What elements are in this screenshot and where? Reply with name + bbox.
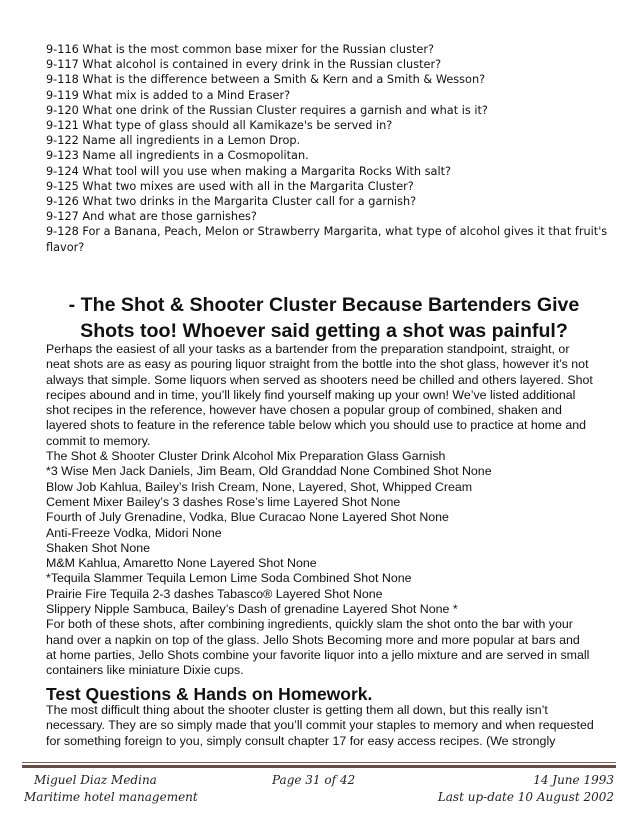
question-line: 9-128 For a Banana, Peach, Melon or Strawberry Margarita, what type of alcohol gives it that fruit's [46,225,608,239]
body-line: at home parties, Jello Shots combine your favorite liquor into a jello mixture and are served in small [46,647,590,662]
recipe-line: *3 Wise Men Jack Daniels, Jim Beam, Old Granddad None Combined Shot None [46,464,492,479]
question-line: flavor? [46,240,85,254]
footer-divider-thin [22,762,616,763]
recipe-line: *Tequila Slammer Tequila Lemon Lime Soda Combined Shot None [46,571,412,586]
recipe-line: Fourth of July Grenadine, Vodka, Blue Curacao None Layered Shot None [46,510,449,525]
footer-organization: Maritime hotel management [24,790,198,804]
question-line: 9-123 Name all ingredients in a Cosmopolitan. [46,149,309,163]
footer-author: Miguel Diaz Medina [34,773,157,787]
question-line: 9-119 What mix is added to a Mind Eraser? [46,88,291,102]
body-line: necessary. They are so simply made that you’ll commit your staples to memory and when requested [46,718,594,733]
recipe-line: Cement Mixer Bailey’s 3 dashes Rose’s lime Layered Shot None [46,494,401,509]
footer-date: 14 June 1993 [533,773,614,787]
recipe-line: Prairie Fire Tequila 2-3 dashes Tabasco® Layered Shot None [46,586,383,601]
question-line: 9-127 And what are those garnishes? [46,210,257,224]
question-line: 9-125 What two mixes are used with all in the Margarita Cluster? [46,179,414,193]
recipe-line: Shaken Shot None [46,540,151,555]
recipe-line: Blow Job Kahlua, Bailey’s Irish Cream, None, Layered, Shot, Whipped Cream [46,479,473,494]
body-line: Perhaps the easiest of all your tasks as a bartender from the preparation standpoint, straight, or [46,342,570,356]
footer-page-number: Page 31 of 42 [272,773,356,787]
footer-last-update: Last up-date 10 August 2002 [437,790,614,804]
body-line: always that simple. Some liquors when served as shooters need be chilled and others layered. Shot [46,372,593,387]
body-line: commit to memory. [46,433,151,448]
question-list [46,42,608,255]
recipe-line: Slippery Nipple Sambuca, Bailey’s Dash of grenadine Layered Shot None * [46,602,458,617]
body-line: shot recipes in the reference, however have chosen a popular group of combined, shaken and [46,403,562,418]
body-line: for something foreign to you, simply consult chapter 17 for easy access recipes. (We strongly [46,733,556,748]
body-line: recipes abound and in time, you’ll likely find yourself making up your own! We’ve listed additional [46,387,576,402]
question-line: 9-116 What is the most common base mixer for the Russian cluster? [46,43,434,56]
body-line: For both of these shots, after combining ingredients, quickly slam the shot onto the bar with your [46,617,573,632]
body-text [46,342,608,679]
table-header-line: The Shot & Shooter Cluster Drink Alcohol Mix Preparation Glass Garnish [46,449,446,464]
section-heading-line1: - The Shot & Shooter Cluster Because Bartenders Give [68,294,580,316]
question-line: 9-118 What is the difference between a Smith & Kern and a Smith & Wesson? [46,73,486,87]
body-line: neat shots are as easy as pouring liquor straight from the bottle into the shot glass, however it’s not [46,357,589,372]
footer-divider-thick [22,765,616,768]
body-line: layered shots to feature in the reference table below which you should use to practice at home and [46,418,587,433]
recipe-line: M&M Kahlua, Amaretto None Layered Shot None [46,556,317,571]
recipe-line: Anti-Freeze Vodka, Midori None [46,525,222,540]
question-line: 9-122 Name all ingredients in a Lemon Drop. [46,134,301,148]
question-line: 9-117 What alcohol is contained in every drink in the Russian cluster? [46,58,442,72]
body-line: hand over a napkin on top of the glass. Jello Shots Becoming more and more popular at bars and [46,632,580,647]
section2-text [46,703,608,749]
body-line: containers like miniature Dixie cups. [46,663,244,678]
question-line: 9-124 What tool will you use when making a Margarita Rocks With salt? [46,164,452,178]
section-heading-line2: Shots too! Whoever said getting a shot was painful? [80,320,568,342]
section-heading [44,292,604,344]
body-line: The most difficult thing about the shooter cluster is getting them all down, but this really isn’t [46,703,548,717]
question-line: 9-121 What type of glass should all Kamikaze's be served in? [46,119,393,133]
section2-heading: Test Questions & Hands on Homework. [46,684,373,704]
question-line: 9-120 What one drink of the Russian Cluster requires a garnish and what is it? [46,103,488,117]
question-line: 9-126 What two drinks in the Margarita Cluster call for a garnish? [46,195,417,209]
